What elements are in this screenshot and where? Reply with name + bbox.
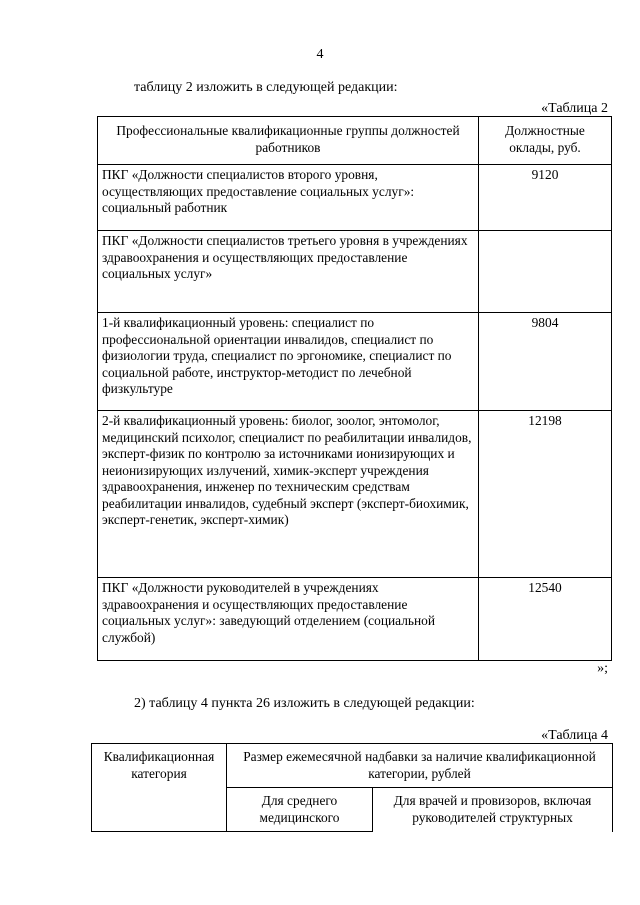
- page-number: 4: [316, 47, 324, 62]
- table-row: [98, 313, 612, 411]
- row-salary: [479, 231, 612, 313]
- header-salary: [479, 117, 612, 165]
- closing-quote: »;: [597, 661, 608, 676]
- table4-caption: «Таблица 4: [541, 728, 608, 743]
- table-header-row: [98, 117, 612, 165]
- row-text: ПКГ «Должности специалистов третьего уровня в учреждениях здравоохранения и осуществляющих предоставление социальных услуг»: [98, 231, 479, 313]
- intro-table2: таблицу 2 изложить в следующей редакции:: [134, 80, 398, 95]
- header-group-text: Профессиональные квалификационные группы должностей работников: [116, 123, 460, 155]
- salary-table: [97, 116, 612, 661]
- row-text: 2-й квалификационный уровень: биолог, зоолог, энтомолог, медицинский психолог, специалист по реабилитации инвалидов, эксперт-физик по контролю за источниками ионизирующих и неионизирующих излучений, химик-эксперт учреждения здравоохранения, инженер по техническим средствам реабилитации инвалидов, судебный эксперт (эксперт-биохимик, эксперт-генетик, эксперт-химик): [98, 411, 479, 578]
- table-row: [98, 165, 612, 231]
- header-salary-text: Должностные оклады, руб.: [505, 123, 585, 155]
- row-salary: 9804: [479, 313, 612, 411]
- table-row: [98, 231, 612, 313]
- header-category: Квалификационная категория: [92, 744, 227, 832]
- row-text: ПКГ «Должности руководителей в учреждениях здравоохранения и осуществляющих предоставление социальных услуг»: заведующий отделением (социальной службой): [98, 578, 479, 661]
- table-row: [98, 411, 612, 578]
- table-header-row: [92, 744, 613, 788]
- row-text: ПКГ «Должности специалистов второго уровня, осуществляющих предоставление социальных услуг»: социальный работник: [98, 165, 479, 231]
- table2-caption: «Таблица 2: [541, 101, 608, 116]
- subheader-middle: Для среднего медицинского: [227, 788, 373, 832]
- header-bonus: Размер ежемесячной надбавки за наличие квалификационной категории, рублей: [227, 744, 613, 788]
- row-salary: 9120: [479, 165, 612, 231]
- subheader-doctors: Для врачей и провизоров, включая руководителей структурных: [373, 788, 613, 832]
- row-text: 1-й квалификационный уровень: специалист по профессиональной ориентации инвалидов, специалист по физиологии труда, специалист по эргономике, специалист по социальной работе, инструктор-методист по лечебной физкультуре: [98, 313, 479, 411]
- row-salary: 12198: [479, 411, 612, 578]
- table-row: [98, 578, 612, 661]
- header-group: [98, 117, 479, 165]
- intro-table4: 2) таблицу 4 пункта 26 изложить в следующей редакции:: [134, 696, 475, 711]
- bonus-table: [91, 743, 613, 832]
- row-salary: 12540: [479, 578, 612, 661]
